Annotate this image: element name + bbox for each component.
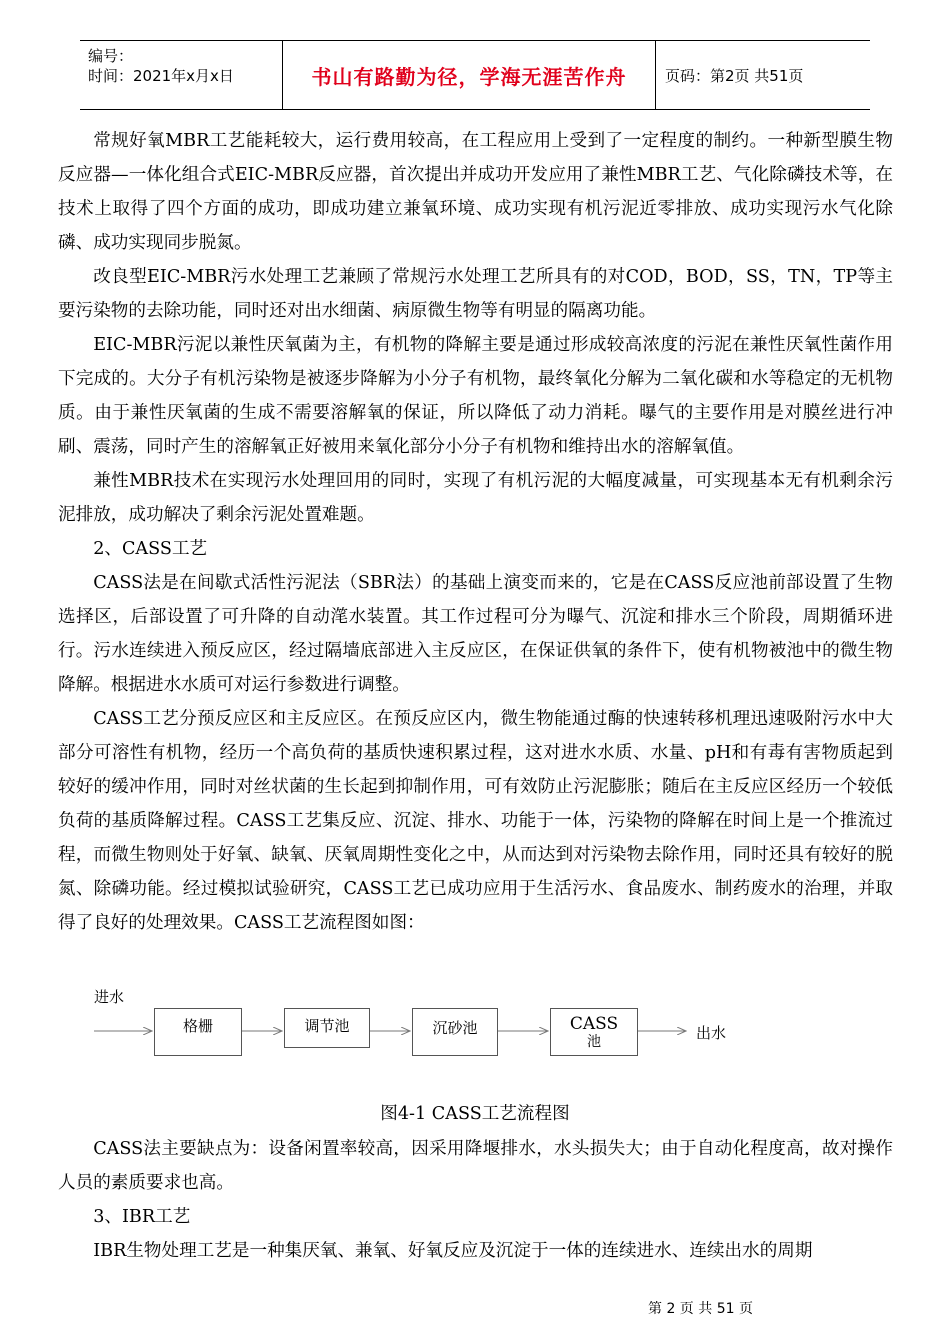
- flow-box-cass-line1: CASS: [569, 1014, 619, 1034]
- flow-output-label: 出水: [696, 1024, 727, 1042]
- flow-box-regulating-tank: 调节池: [284, 1008, 370, 1048]
- paragraph: CASS法主要缺点为：设备闲置率较高，因采用降堰排水，水头损失大；由于自动化程度高，故对操作人员的素质要求也高。: [58, 1139, 893, 1193]
- header-meta: [80, 41, 280, 109]
- section-heading-ibr: 3、IBR工艺: [93, 1207, 191, 1227]
- document-time-label: 时间：2021年x月x日: [88, 67, 234, 85]
- header-motto: 书山有路勤为径，学海无涯苦作舟: [282, 41, 656, 109]
- flow-box-grit-chamber: 沉砂池: [412, 1008, 498, 1056]
- flow-box-cass-tank: [550, 1008, 638, 1056]
- paragraph: 改良型EIC-MBR污水处理工艺兼顾了常规污水处理工艺所具有的对COD，BOD，SS，TN，TP等主要污染物的去除功能，同时还对出水细菌、病原微生物等有明显的隔离功能。: [58, 267, 893, 321]
- body-text-top: [58, 124, 893, 940]
- paragraph: 兼性MBR技术在实现污水处理回用的同时，实现了有机污泥的大幅度减量，可实现基本无有机剩余污泥排放，成功解决了剩余污泥处置难题。: [58, 471, 893, 525]
- page-header: [80, 40, 870, 110]
- paragraph: CASS工艺分预反应区和主反应区。在预反应区内，微生物能通过酶的快速转移机理迅速吸附污水中大部分可溶性有机物，经历一个高负荷的基质快速积累过程，这对进水水质、水量、pH和有毒有害物质起到较好的缓冲作用，同时对丝状菌的生长起到抑制作用，可有效防止污泥膨胀；随后在主反应区经历一个较低负荷的基质降解过程。CASS工艺集反应、沉淀、排水、功能于一体，污染物的降解在时间上是一个推流过程，而微生物则处于好氧、缺氧、厌氧周期性变化之中，从而达到对污染物去除作用，同时还具有较好的脱氮、除磷功能。经过模拟试验研究，CASS工艺已成功应用于生活污水、食品废水、制药废水的治理，并取得了良好的处理效果。CASS工艺流程图如图：: [58, 709, 893, 933]
- page-footer: 第 2 页 共 51 页: [648, 1301, 753, 1317]
- header-page-info: 页码：第2页 共51页: [665, 67, 804, 85]
- paragraph: EIC-MBR污泥以兼性厌氧菌为主，有机物的降解主要是通过形成较高浓度的污泥在兼性厌氧性菌作用下完成的。大分子有机污染物是被逐步降解为小分子有机物，最终氧化分解为二氧化碳和水等稳定的无机物质。由于兼性厌氧菌的生成不需要溶解氧的保证，所以降低了动力消耗。曝气的主要作用是对膜丝进行冲刷、震荡，同时产生的溶解氧正好被用来氧化部分小分子有机物和维持出水的溶解氧值。: [58, 335, 893, 457]
- flow-box-screen: 格栅: [154, 1008, 242, 1056]
- flow-input-label: 进水: [94, 988, 125, 1006]
- section-heading-cass: 2、CASS工艺: [93, 539, 208, 559]
- document-number-label: 编号：: [88, 47, 134, 65]
- cass-flowchart: [90, 986, 790, 1066]
- paragraph: IBR生物处理工艺是一种集厌氧、兼氧、好氧反应及沉淀于一体的连续进水、连续出水的周期: [93, 1241, 813, 1261]
- paragraph: CASS法是在间歇式活性污泥法（SBR法）的基础上演变而来的，它是在CASS反应池前部设置了生物选择区，后部设置了可升降的自动滗水装置。其工作过程可分为曝气、沉淀和排水三个阶段，周期循环进行。污水连续进入预反应区，经过隔墙底部进入主反应区，在保证供氧的条件下，使有机物被池中的微生物降解。根据进水水质可对运行参数进行调整。: [58, 573, 893, 695]
- figure-caption: 图4-1 CASS工艺流程图: [380, 1104, 570, 1124]
- paragraph: 常规好氧MBR工艺能耗较大，运行费用较高，在工程应用上受到了一定程度的制约。一种新型膜生物反应器—一体化组合式EIC-MBR反应器，首次提出并成功开发应用了兼性MBR工艺、气化除磷技术等，在技术上取得了四个方面的成功，即成功建立兼氧环境、成功实现有机污泥近零排放、成功实现污水气化除磷、成功实现同步脱氮。: [58, 131, 893, 253]
- body-text-bottom: [58, 1132, 893, 1268]
- flow-box-cass-line2: 池: [587, 1034, 601, 1050]
